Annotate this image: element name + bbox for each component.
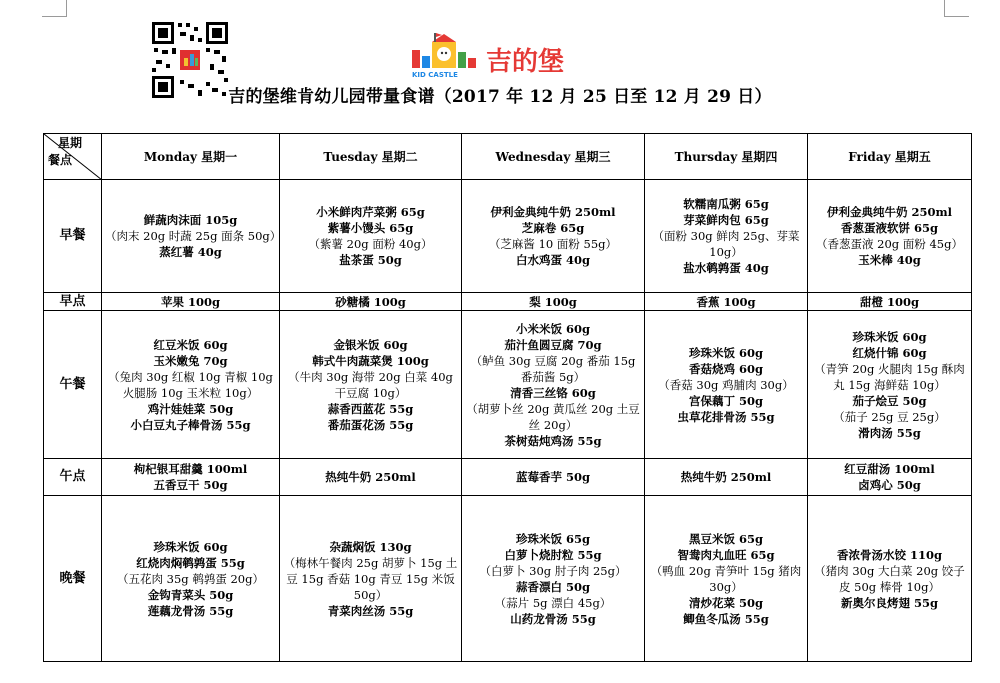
dish-item: 珍珠米饭 60g [153,539,228,554]
dish-item: 宫保藕丁 50g [688,393,764,408]
dish-item: 伊利金典纯牛奶 250ml [490,205,616,219]
menu-cell-thursday [645,180,808,293]
dish-item: 芽菜鲜肉包 65g [683,213,769,227]
dish-item: 蒜香漂白 50g [515,579,591,594]
row-lunch [44,311,972,459]
ingredient-detail: （香葱蛋液 20g 面粉 45g） [816,237,963,251]
ingredient-detail: （五花肉 35g 鹌鹑蛋 20g） [117,571,264,586]
dish-item: 软糯南瓜粥 65g [683,197,769,211]
dish-item: 伊利金典纯牛奶 250ml [826,205,953,219]
table-header-row [44,134,972,180]
menu-cell-tuesday [280,293,462,311]
menu-cell-tuesday [280,311,462,459]
meal-label: 午点 [44,459,102,496]
dish-item: 砂糖橘 100g [335,294,406,309]
meal-label: 早餐 [44,180,102,293]
meal-label: 午餐 [44,311,102,459]
dish-item: 紫薯小馒头 65g [327,221,414,235]
dish-item: 甜橙 100g [859,294,920,309]
ingredient-detail: （蒜片 5g 漂白 45g） [494,595,612,610]
dish-item: 黑豆米饭 65g [688,531,764,546]
day-header-thursday: Thursday 星期四 [645,134,808,180]
menu-cell-wednesday [462,496,645,662]
day-header-tuesday: Tuesday 星期二 [280,134,462,180]
dish-item: 白萝卜烧肘粒 55g [504,547,602,562]
dish-item: 盐水鹌鹑蛋 40g [683,261,769,275]
dish-item: 香菇烧鸡 60g [688,361,764,376]
dish-item: 枸杞银耳甜羹 100ml [133,462,248,476]
menu-cell-wednesday [462,311,645,459]
dish-item: 金银米饭 60g [333,337,408,352]
menu-cell-tuesday [280,180,462,293]
menu-cell-monday [102,311,280,459]
dish-item: 蒸红薯 40g [159,245,222,259]
dish-item: 白水鸡蛋 40g [515,253,591,267]
day-header-monday: Monday 星期一 [102,134,280,180]
dish-item: 新奥尔良烤翅 55g [840,595,939,610]
menu-cell-tuesday [280,496,462,662]
ingredient-detail: （牛肉 30g 海带 20g 白菜 40g 干豆腐 10g） [288,369,453,400]
ingredient-detail: （白萝卜 30g 肘子肉 25g） [479,563,627,578]
row-morning-snack [44,293,972,311]
dish-item: 香葱蛋液软饼 65g [840,221,939,235]
dish-item: 虫草花排骨汤 55g [677,409,775,424]
menu-cell-monday [102,459,280,496]
row-breakfast [44,180,972,293]
dish-item: 梨 100g [529,294,577,309]
ingredient-detail: （猪肉 30g 大白菜 20g 饺子皮 50g 棒骨 10g） [814,563,965,594]
kid-castle-logo [408,32,598,80]
dish-item: 莲藕龙骨汤 55g [147,603,234,618]
menu-cell-friday [808,293,972,311]
dish-item: 杂蔬焖饭 130g [329,539,412,554]
corner-cell [44,134,102,180]
dish-item: 热纯牛奶 250ml [325,470,416,484]
row-dinner [44,496,972,662]
menu-cell-tuesday [280,459,462,496]
menu-cell-wednesday [462,293,645,311]
dish-item: 滑肉汤 55g [858,425,921,440]
dish-item: 芝麻卷 65g [521,221,585,235]
dish-item: 金钩青菜头 50g [147,587,234,602]
dish-item: 蓝莓香芋 50g [515,470,591,484]
dish-item: 鲜蔬肉沫面 105g [143,213,238,227]
menu-cell-wednesday [462,180,645,293]
menu-cell-thursday [645,293,808,311]
dish-item: 珍珠米饭 65g [515,531,591,546]
dish-item: 苹果 100g [160,294,221,309]
dish-item: 五香豆干 50g [153,478,228,492]
row-afternoon-snack [44,459,972,496]
ingredient-detail: （香菇 30g 鸡脯肉 30g） [658,377,794,392]
dish-item: 玉米嫩兔 70g [153,353,228,368]
dish-item: 小白豆丸子棒骨汤 55g [130,417,251,432]
menu-cell-wednesday [462,459,645,496]
ingredient-detail: （紫薯 20g 面粉 40g） [308,237,433,251]
dish-item: 茄汁鱼圆豆腐 70g [504,337,602,352]
menu-cell-monday [102,180,280,293]
ingredient-detail: （梅林午餐肉 25g 胡萝卜 15g 土豆 15g 香菇 10g 青豆 15g 米饭 50g） [283,555,458,602]
ingredient-detail: （鸭血 20g 青笋叶 15g 猪肉 30g） [650,563,802,594]
dish-item: 红豆米饭 60g [153,337,228,352]
dish-item: 山药龙骨汤 55g [510,611,596,626]
dish-item: 青菜肉丝汤 55g [327,603,414,618]
menu-cell-thursday [645,459,808,496]
day-header-wednesday: Wednesday 星期三 [462,134,645,180]
menu-cell-monday [102,293,280,311]
dish-item: 香浓骨汤水饺 110g [836,547,943,562]
menu-cell-thursday [645,311,808,459]
day-header-friday: Friday 星期五 [808,134,972,180]
dish-item: 韩式牛肉蔬菜煲 100g [312,353,429,368]
meal-label: 晚餐 [44,496,102,662]
corner-label-meal: 餐点 [48,153,73,167]
menu-cell-thursday [645,496,808,662]
ingredient-detail: （茄子 25g 豆 25g） [833,409,946,424]
dish-item: 红烧肉焖鹌鹑蛋 55g [136,555,245,570]
ingredient-detail: （面粉 30g 鲜肉 25g、芽菜 10g） [652,229,800,259]
dish-item: 小米米饭 60g [515,321,591,336]
corner-label-week: 星期 [58,136,83,150]
dish-item: 清炒花菜 50g [688,595,764,610]
dish-item: 热纯牛奶 250ml [680,470,772,484]
dish-item: 玉米棒 40g [858,253,921,267]
dish-item: 香蕉 100g [696,294,756,309]
dish-item: 红豆甜汤 100ml [844,462,935,476]
dish-item: 盐茶蛋 50g [339,253,402,267]
dish-item: 智鸯肉丸血旺 65g [677,547,775,562]
menu-cell-friday [808,459,972,496]
dish-item: 小米鲜肉芹菜粥 65g [316,205,425,219]
svg-text:KID CASTLE: KID CASTLE [412,71,458,79]
ingredient-detail: （兔肉 30g 红椒 10g 青椒 10g 火腿肠 10g 玉米粒 10g） [108,369,273,400]
meal-label: 早点 [44,293,102,311]
menu-title: 吉的堡维肯幼儿园带量食谱（2017 年 12 月 25 日至 12 月 29 日） [228,87,772,107]
dish-item: 珍珠米饭 60g [852,329,927,344]
dish-item: 茄子烩豆 50g [852,393,927,408]
dish-item: 珍珠米饭 60g [688,345,764,360]
dish-item: 卤鸡心 50g [858,478,921,492]
menu-cell-monday [102,496,280,662]
ingredient-detail: （青笋 20g 火腿肉 15g 酥肉丸 15g 海鲜菇 10g） [814,361,965,392]
crop-mark-top-right [944,0,969,17]
crop-mark-top-left [42,0,67,17]
ingredient-detail: （鲈鱼 30g 豆腐 20g 番茄 15g 番茄酱 5g） [470,353,636,384]
weekly-menu-table [43,133,972,662]
dish-item: 蒜香西蓝花 55g [327,401,414,416]
ingredient-detail: （肉末 20g 时蔬 25g 面条 50g） [105,229,282,243]
dish-item: 清香三丝铬 60g [510,385,596,400]
svg-text:吉的堡: 吉的堡 [486,47,565,77]
dish-item: 鸡汁娃娃菜 50g [147,401,234,416]
menu-cell-friday [808,180,972,293]
menu-cell-friday [808,311,972,459]
dish-item: 番茄蛋花汤 55g [327,417,414,432]
dish-item: 茶树菇炖鸡汤 55g [504,433,602,448]
ingredient-detail: （胡萝卜丝 20g 黄瓜丝 20g 土豆丝 20g） [466,401,640,432]
menu-cell-friday [808,496,972,662]
dish-item: 红烧什锦 60g [852,345,927,360]
dish-item: 鲫鱼冬瓜汤 55g [683,611,769,626]
ingredient-detail: （芝麻酱 10 面粉 55g） [488,237,618,251]
